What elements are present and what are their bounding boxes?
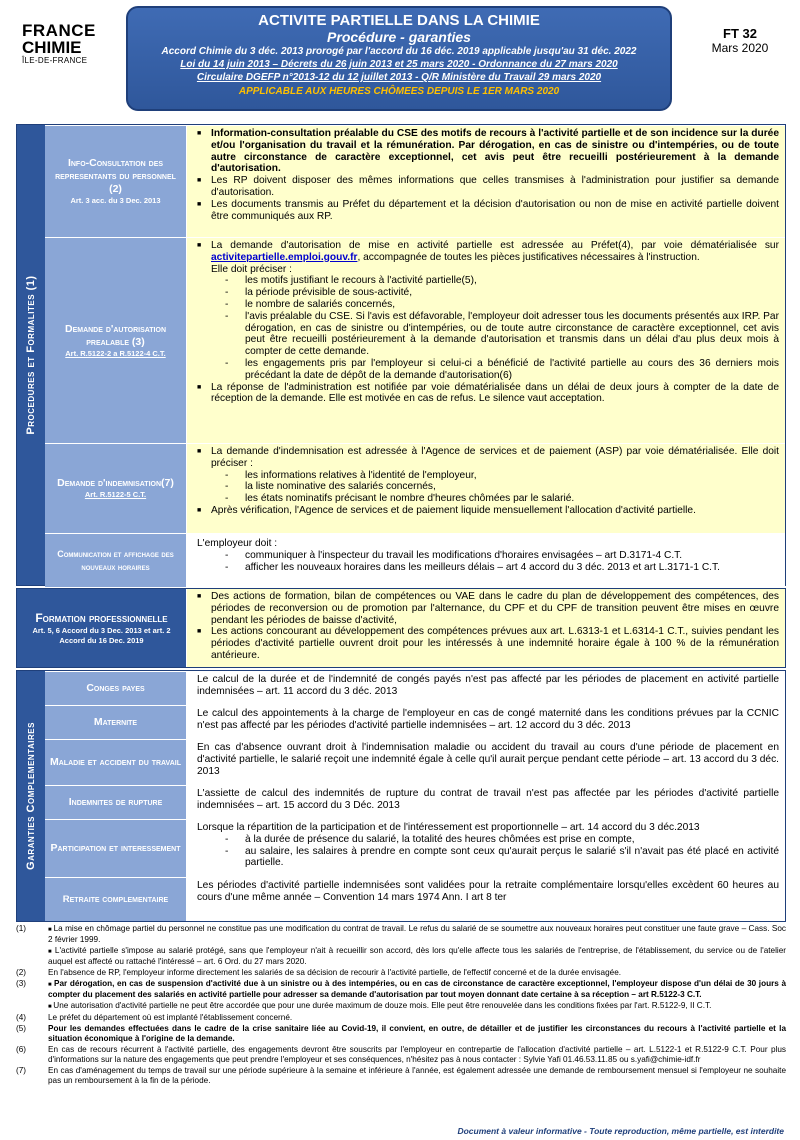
row-maternite <box>45 705 785 739</box>
row-label: Demande d'autorisation prealable (3) Art. R.5122-2 a R.5122-4 C.T. <box>45 238 187 443</box>
applicable-notice: APPLICABLE AUX HEURES CHÔMEES DEPUIS LE 1ER MARS 2020 <box>238 86 560 97</box>
row-rupture <box>45 785 785 819</box>
row-content: Le calcul des appointements à la charge de l'employeur en cas de congé maternité dans les conditions prévues par la CCNIC n'est pas affecté par les périodes d'activité partielle indemnisées – art. 12 accord du 3 déc. 2013 <box>187 706 785 739</box>
row-conges-payes <box>45 671 785 705</box>
row-label: Communication et affichage des nouveaux horaires <box>45 534 187 587</box>
activite-partielle-link[interactable]: activitepartielle.emploi.gouv.fr <box>211 251 358 263</box>
row-demande-indemnisation <box>45 443 785 533</box>
row-label: Maladie et accident du travail <box>45 740 187 785</box>
row-content: Lorsque la répartition de la participation et de l'intéressement est proportionnelle – art. 14 accord du 3 déc.2013 - à la durée de présence du salarié, la totalité des heures chômées est prise en compte, - au salaire, les salaires à prendre en compte sont ceux qu'aurait perçus le salarié s'il n'avait pas été placé en activité partielle. <box>187 820 785 877</box>
footnote: (7) En cas d'aménagement du temps de travail sur une période supérieure à la semaine et inférieure à l'année, est également adressée une demande de remboursement mensuel si l'employeur ne souhaite pas un remboursement à la fin de la période. <box>16 1066 786 1085</box>
footnote: (1) ■ La mise en chômage partiel du personnel ne constitue pas une modification du contrat de travail. Le refus du salarié de se soumettre aux nouveaux horaires peut constituer une faute grave – Cass. Soc 2 février 1999. <box>16 924 786 945</box>
footer-disclaimer: Document à valeur informative - Toute reproduction, même partielle, est interdite <box>457 1126 784 1136</box>
accord-reference: Accord Chimie du 3 déc. 2013 prorogé par l'accord du 16 déc. 2019 applicable jusqu'au 31 déc. 2022 <box>161 46 637 57</box>
section-garanties <box>16 670 786 922</box>
footnote: ■ Une autorisation d'activité partielle ne peut être accordée que pour une durée maximum de douze mois. Elle peut être renouvelée dans les conditions fixées par l'art. R.5122-9, II C.T. <box>16 1001 786 1012</box>
row-label: Formation professionnelle Art. 5, 6 Accord du 3 Dec. 2013 et art. 2 Accord du 16 Dec. 2019 <box>17 589 187 667</box>
row-content: L'assiette de calcul des indemnités de rupture du contrat de travail n'est pas affectée par les périodes d'activité partielle indemnisées – art. 15 accord du 3 Déc. 2013 <box>187 786 785 819</box>
france-chimie-logo <box>22 22 98 66</box>
row-content: ■ Des actions de formation, bilan de compétences ou VAE dans le cadre du plan de développement des compétences, des périodes de reconversion ou de promotion par l'alternance, du CPF et du CPF de transition peuvent être mises en œuvre pendant les périodes de baisse d'activité, ■ Les actions concourant au développement des compétences prévues aux art. L.6313-1 et L.6314-1 C.T., suivies pendant les périodes d'activité partielle ouvrent droit pour les intéressés à une indemnité horaire égale à 100 % de la rémunération antérieure. <box>187 589 785 667</box>
row-maladie <box>45 739 785 785</box>
logo-line3: ÎLE-DE-FRANCE <box>22 56 88 65</box>
section-garanties-label: Garanties Complementaires <box>17 671 45 921</box>
row-communication <box>45 533 785 587</box>
row-content: Le calcul de la durée et de l'indemnité de congés payés n'est pas affecté par les périodes de placement en activité partielle indemnisées – art. 11 accord du 3 déc. 2013 <box>187 672 785 705</box>
row-label: Info-Consultation des representants du personnel (2) Art. 3 acc. du 3 Dec. 2013 <box>45 126 187 237</box>
law-references: Loi du 14 juin 2013 – Décrets du 26 juin 2013 et 25 mars 2020 - Ordonnance du 27 mars 2020 <box>180 59 618 70</box>
footnote: (5) Pour les demandes effectuées dans le cadre de la crise sanitaire liée au Covid-19, il convient, en outre, de détailler et de justifier les circonstances du recours à l'activité partielle et la situation économique à l'origine de la demande. <box>16 1024 786 1043</box>
row-content: ■ Information-consultation préalable du CSE des motifs de recours à l'activité partielle et de son incidence sur la durée et/ou l'organisation du travail et la rémunération. Par dérogation, en cas de sinistre ou d'intempéries, ou de toute autre circonstance de caractère exceptionnel, cet avis peut être recueilli postérieurement à la demande d'autorisation. ■ Les RP doivent disposer des mêmes informations que celles transmises à l'administration pour justifier sa demande d'autorisation. ■ Les documents transmis au Préfet du département et la décision d'autorisation ou non de mise en activité partielle doivent être communiqués aux RP. <box>187 126 785 237</box>
footnotes <box>16 924 786 1087</box>
footnote: (3) ■ Par dérogation, en cas de suspension d'activité due à un sinistre ou à des intempéries, ou en cas de circonstance de caractère exceptionnel, l'employeur dispose d'un délai de 30 jours à compter du placement des salariés en activité partielle pour adresser sa demande d'autorisation par tout moyen donnant date certaine à sa réception – art R.5122-3 C.T. <box>16 979 786 1000</box>
section-formation <box>16 588 786 668</box>
row-content: Les périodes d'activité partielle indemnisées sont validées pour la retraite complémentaire lorsqu'elles excèdent 60 heures au cours d'une même année – Convention 14 mars 1974 Ann. I art 8 ter <box>187 878 785 921</box>
row-participation <box>45 819 785 877</box>
ft-number: FT 32 <box>723 26 757 41</box>
row-retraite <box>45 877 785 921</box>
footnote: ■ L'activité partielle s'impose au salarié protégé, sans que l'employeur n'ait à recueillir son accord, dès lors qu'elle affecte tous les salariés de l'entreprise, de l'établissement, du service ou de l'atelier auquel est affecté ou rattaché l'intéressé – art. 6 Ord. du 27 mars 2020. <box>16 946 786 967</box>
page-title: ACTIVITE PARTIELLE DANS LA CHIMIE <box>258 12 540 29</box>
title-banner <box>126 6 672 111</box>
row-content: L'employeur doit : - communiquer à l'inspecteur du travail les modifications d'horaires envisagées – art D.3171-4 C.T. - afficher les nouveaux horaires dans les meilleurs délais – art 4 accord du 3 déc. 2013 et art L.3171-1 C.T. <box>187 534 785 587</box>
row-label: Retraite complementaire <box>45 878 187 921</box>
logo-line1: FRANCE <box>22 21 96 40</box>
row-demande-autorisation <box>45 237 785 443</box>
footnote: (2) En l'absence de RP, l'employeur informe directement les salariés de sa décision de recourir à l'activité partielle, de l'effectif concerné et de la durée envisagée. <box>16 968 622 977</box>
document-reference <box>700 26 780 55</box>
section-procedures-label: Procedures et Formalites (1) <box>17 125 45 585</box>
row-info-consultation <box>45 125 785 237</box>
circular-references: Circulaire DGEFP n°2013-12 du 12 juillet 2013 - Q/R Ministère du Travail 29 mars 2020 <box>196 72 602 83</box>
row-content: ■ La demande d'indemnisation est adressée à l'Agence de services et de paiement (ASP) par voie dématérialisée. Elle doit préciser : - les informations relatives à l'identité de l'employeur, - la liste nominative des salariés concernés, - les états nominatifs précisant le nombre d'heures chômées par le salarié. ■ Après vérification, l'Agence de services et de paiement liquide mensuellement l'allocation d'activité partielle. <box>187 444 785 533</box>
row-label: Indemnites de rupture <box>45 786 187 819</box>
page-subtitle: Procédure - garanties <box>327 29 471 45</box>
footnote: (6) En cas de recours récurrent à l'activité partielle, des engagements devront être souscrits par l'employeur en contrepartie de l'allocation d'activité partielle – art. L.5122-1 et R.5122-9 C.T. Pour plus d'informations sur la nature des engagements que peut prendre l'employeur et ses conséquences, n'hésitez pas à nous contacter : Sylvie Yafi 01.46.53.11.85 ou s.yafi@chimie-idf.fr <box>16 1045 786 1064</box>
logo-line2: CHIMIE <box>22 38 82 57</box>
section-procedures <box>16 124 786 586</box>
row-label: Maternite <box>45 706 187 739</box>
row-formation <box>17 589 785 667</box>
row-label: Demande d'indemnisation(7) Art. R.5122-5 C.T. <box>45 444 187 533</box>
row-content: En cas d'absence ouvrant droit à l'indemnisation maladie ou accident du travail au cours d'une période de placement en d'activité partielle, le salarié reçoit une indemnité égale à celle qu'il aurait perçue pendant cette période – art. 13 accord du 3 déc. 2013 <box>187 740 785 785</box>
document-date: Mars 2020 <box>711 41 769 55</box>
footnote: (4) Le préfet du département où est implanté l'établissement concerné. <box>16 1013 293 1022</box>
row-label: Participation et interessement <box>45 820 187 877</box>
row-label: Conges payes <box>45 672 187 705</box>
row-content: ■ La demande d'autorisation de mise en activité partielle est adressée au Préfet(4), par voie dématérialisée sur activitepartielle.emploi.gouv.fr, accompagnée de toutes les pièces justificatives nécessaires à l'instruction. Elle doit préciser : - les motifs justifiant le recours à l'activité partielle(5), - la période prévisible de sous-activité, - le nombre de salariés concernés, - l'avis préalable du CSE. Si l'avis est défavorable, l'employeur doit adresser tous les documents présentés aux IRP. Par dérogation, en cas de sinistre ou d'intempéries, ou de toute autre circonstance de caractère exceptionnel, cet avis peut être recueilli postérieurement à la demande d'autorisation et transmis dans un délai d'au plus deux mois à compter de cette demande. - les engagements pris par l'employeur si celui-ci a bénéficié de l'activité partielle au cours des 36 derniers mois précédant la date de dépôt de la demande d'autorisation(6) ■ La réponse de l'administration est notifiée par voie dématérialisée dans un délai de deux jours à compter de la date de réception de la demande. Elle est motivée en cas de refus. Le silence vaut acceptation. <box>187 238 785 443</box>
